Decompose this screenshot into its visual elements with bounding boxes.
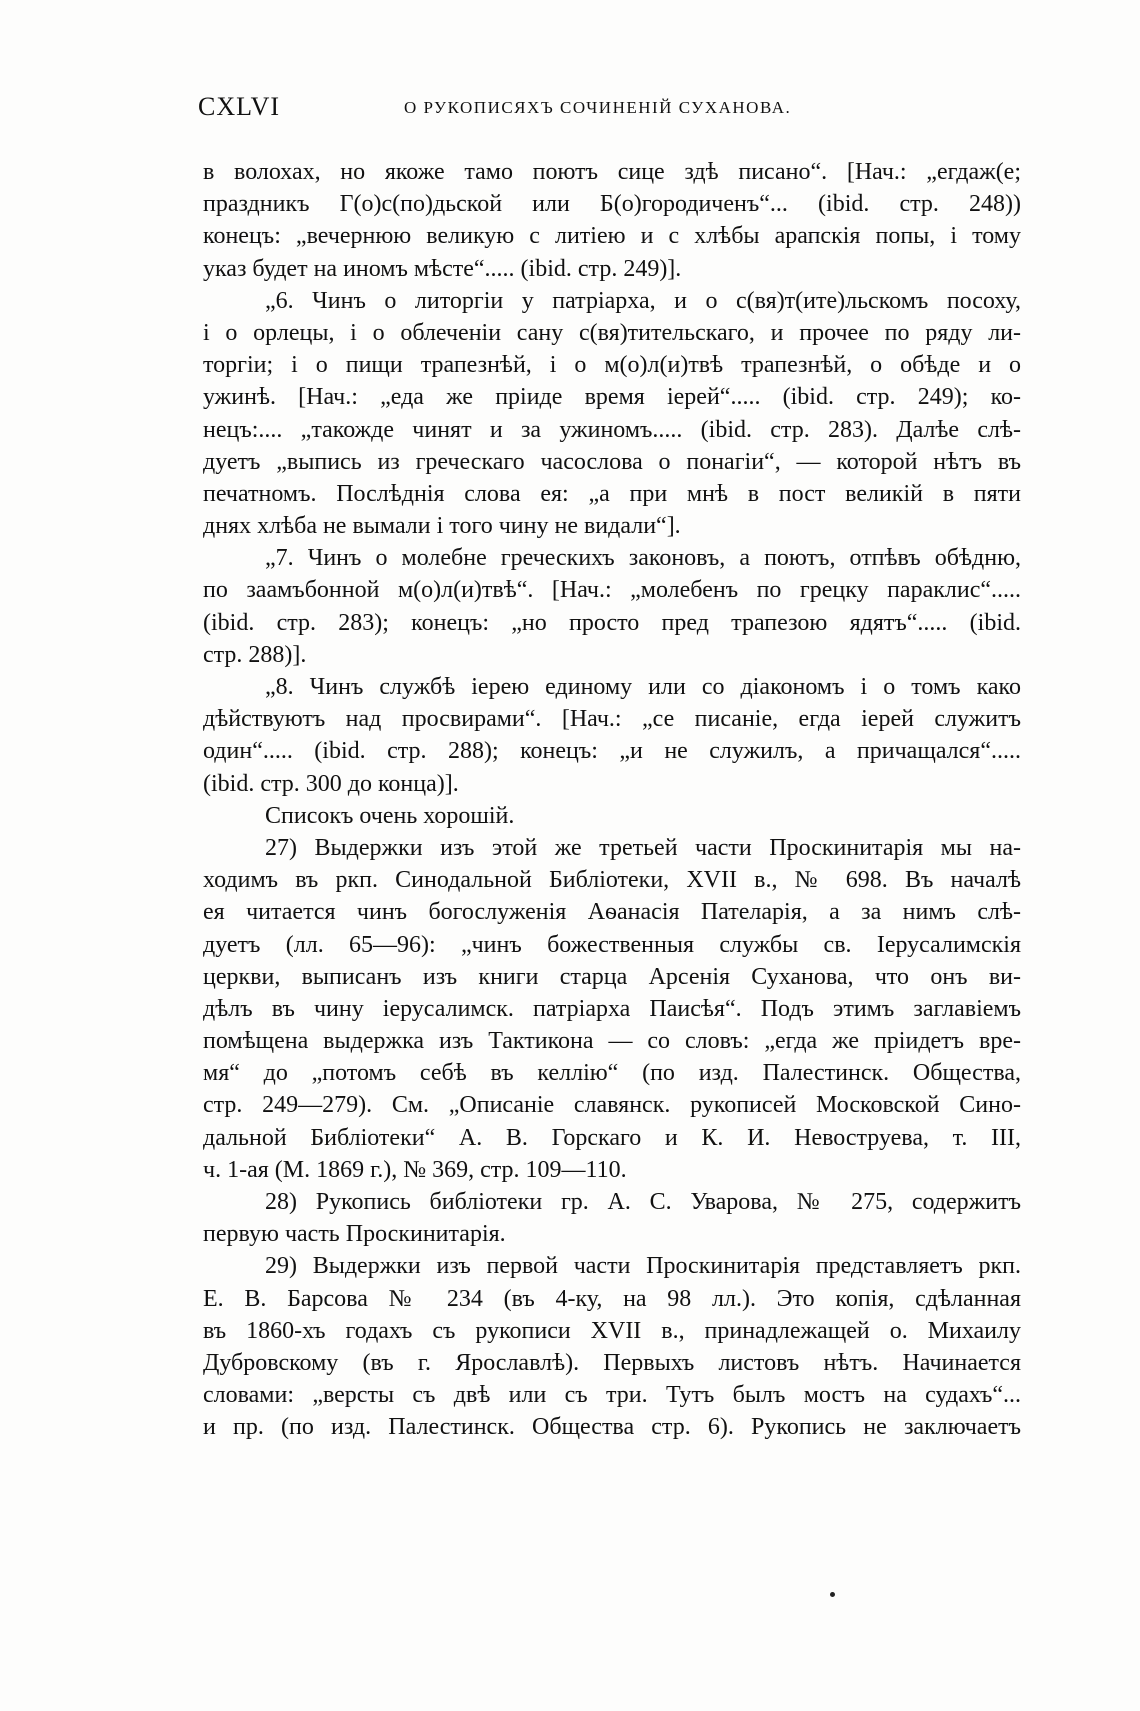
text-line: стр. 249—279). См. „Описаніе славянск. рукописей Московской Сино- — [203, 1092, 1021, 1119]
text-line: конецъ: „вечернюю великую с литіею и с хлѣбы арапскія попы, і тому — [203, 223, 1021, 250]
text-line: первую часть Проскинитарія. — [203, 1221, 506, 1248]
text-line: по заамъбонной м(о)л(и)твѣ“. [Нач.: „молебенъ по грецку параклис“..... — [203, 577, 1021, 604]
paragraph-start-line: 28) Рукопись библіотеки гр. А. С. Уварова, № 275, содержитъ — [265, 1189, 1021, 1215]
text-line: дальной Библіотеки“ А. В. Горскаго и К. И. Невоструева, т. III, — [203, 1124, 1021, 1151]
paragraph-start-line: Списокъ очень хорошій. — [265, 802, 515, 829]
text-line: дѣлъ въ чину іерусалимск. патріарха Паисѣя“. Подъ этимъ заглавіемъ — [203, 995, 1021, 1022]
text-line: и пр. (по изд. Палестинск. Общества стр. 6). Рукопись не заключаетъ — [203, 1414, 1021, 1441]
text-line: церкви, выписанъ изъ книги старца Арсенія Суханова, что онъ ви- — [203, 963, 1021, 990]
text-line: ужинѣ. [Нач.: „еда же пріиде время іерей“..... (ibid. стр. 249); ко- — [203, 384, 1021, 411]
text-line: ея читается чинъ богослуженія Аѳанасія Пателарія, а за нимъ слѣ- — [203, 899, 1021, 926]
paragraph-start-line: „8. Чинъ службѣ іерею единому или со діакономъ і о томъ како — [265, 674, 1021, 700]
text-line: стр. 288)]. — [203, 641, 307, 668]
text-line: (ibid. стр. 300 до конца)]. — [203, 770, 459, 797]
text-line: праздникъ Г(о)с(по)дьской или Б(о)городиченъ“... (ibid. стр. 248)) — [203, 191, 1021, 218]
text-line: ходимъ въ ркп. Синодальной Библіотеки, XVII в., № 698. Въ началѣ — [203, 867, 1021, 894]
text-line: Е. В. Барсова № 234 (въ 4-ку, на 98 лл.). Это копія, сдѣланная — [203, 1285, 1021, 1312]
text-line: дуетъ (лл. 65—96): „чинъ божественныя службы св. Іерусалимскія — [203, 931, 1021, 958]
text-line: в волохах, но якоже тамо поютъ сице здѣ писано“. [Нач.: „егдаж(е; — [203, 159, 1021, 185]
ink-speck — [830, 1592, 835, 1597]
paragraph-start-line: 27) Выдержки изъ этой же третьей части Проскинитарія мы на- — [265, 834, 1021, 861]
text-line: словами: „версты съ двѣ или съ три. Тутъ былъ мостъ на судахъ“... — [203, 1382, 1021, 1409]
text-line: днях хлѣба не вымали і того чину не видали“]. — [203, 513, 681, 540]
paragraph-start-line: „6. Чинъ о литоргіи у патріарха, и о с(вя)т(ите)льскомъ посоху, — [265, 287, 1021, 314]
page-header — [198, 92, 1020, 126]
text-line: мя“ до „потомъ себѣ въ келлію“ (по изд. Палестинск. Общества, — [203, 1060, 1021, 1087]
text-line: въ 1860-хъ годахъ съ рукописи XVII в., принадлежащей о. Михаилу — [203, 1317, 1021, 1344]
text-line: торгіи; і о пищи трапезнѣй, і о м(о)л(и)твѣ трапезнѣй, о обѣде и о — [203, 352, 1021, 379]
text-line: дѣйствуютъ над просвирами“. [Нач.: „се писаніе, егда іерей служитъ — [203, 706, 1021, 733]
text-line: один“..... (ibid. стр. 288); конецъ: „и не служилъ, а причащался“..... — [203, 738, 1021, 765]
running-title: О РУКОПИСЯХЪ СОЧИНЕНІЙ СУХАНОВА. — [404, 98, 792, 117]
text-line: указ будет на иномъ мѣсте“..... (ibid. стр. 249)]. — [203, 255, 682, 282]
page-number: CXLVI — [198, 92, 281, 121]
paragraph-start-line: „7. Чинъ о молебне греческихъ законовъ, а поютъ, отпѣвъ обѣдню, — [265, 545, 1021, 572]
text-line: Дубровскому (въ г. Ярославлѣ). Первыхъ листовъ нѣтъ. Начинается — [203, 1349, 1021, 1376]
text-line: помѣщена выдержка изъ Тактикона — со словъ: „егда же пріидетъ вре- — [203, 1028, 1021, 1055]
text-line: печатномъ. Послѣднія слова ея: „а при мнѣ в пост великій в пяти — [203, 480, 1021, 507]
text-line: ч. 1-ая (М. 1869 г.), № 369, стр. 109—110. — [203, 1156, 627, 1183]
paragraph-start-line: 29) Выдержки изъ первой части Проскинитарія представляетъ ркп. — [265, 1253, 1021, 1280]
text-line: дуетъ „выпись из греческаго часослова о понагіи“, — которой нѣтъ въ — [203, 448, 1021, 475]
text-line: нецъ:.... „такожде чинят и за ужиномъ..... (ibid. стр. 283). Далѣе слѣ- — [203, 416, 1021, 443]
text-line: і о орлецы, і о облеченіи сану с(вя)тительскаго, и прочее по ряду ли- — [203, 319, 1021, 346]
text-line: (ibid. стр. 283); конецъ: „но просто пред трапезою ядятъ“..... (ibid. — [203, 609, 1021, 636]
text-body — [203, 156, 1021, 1444]
